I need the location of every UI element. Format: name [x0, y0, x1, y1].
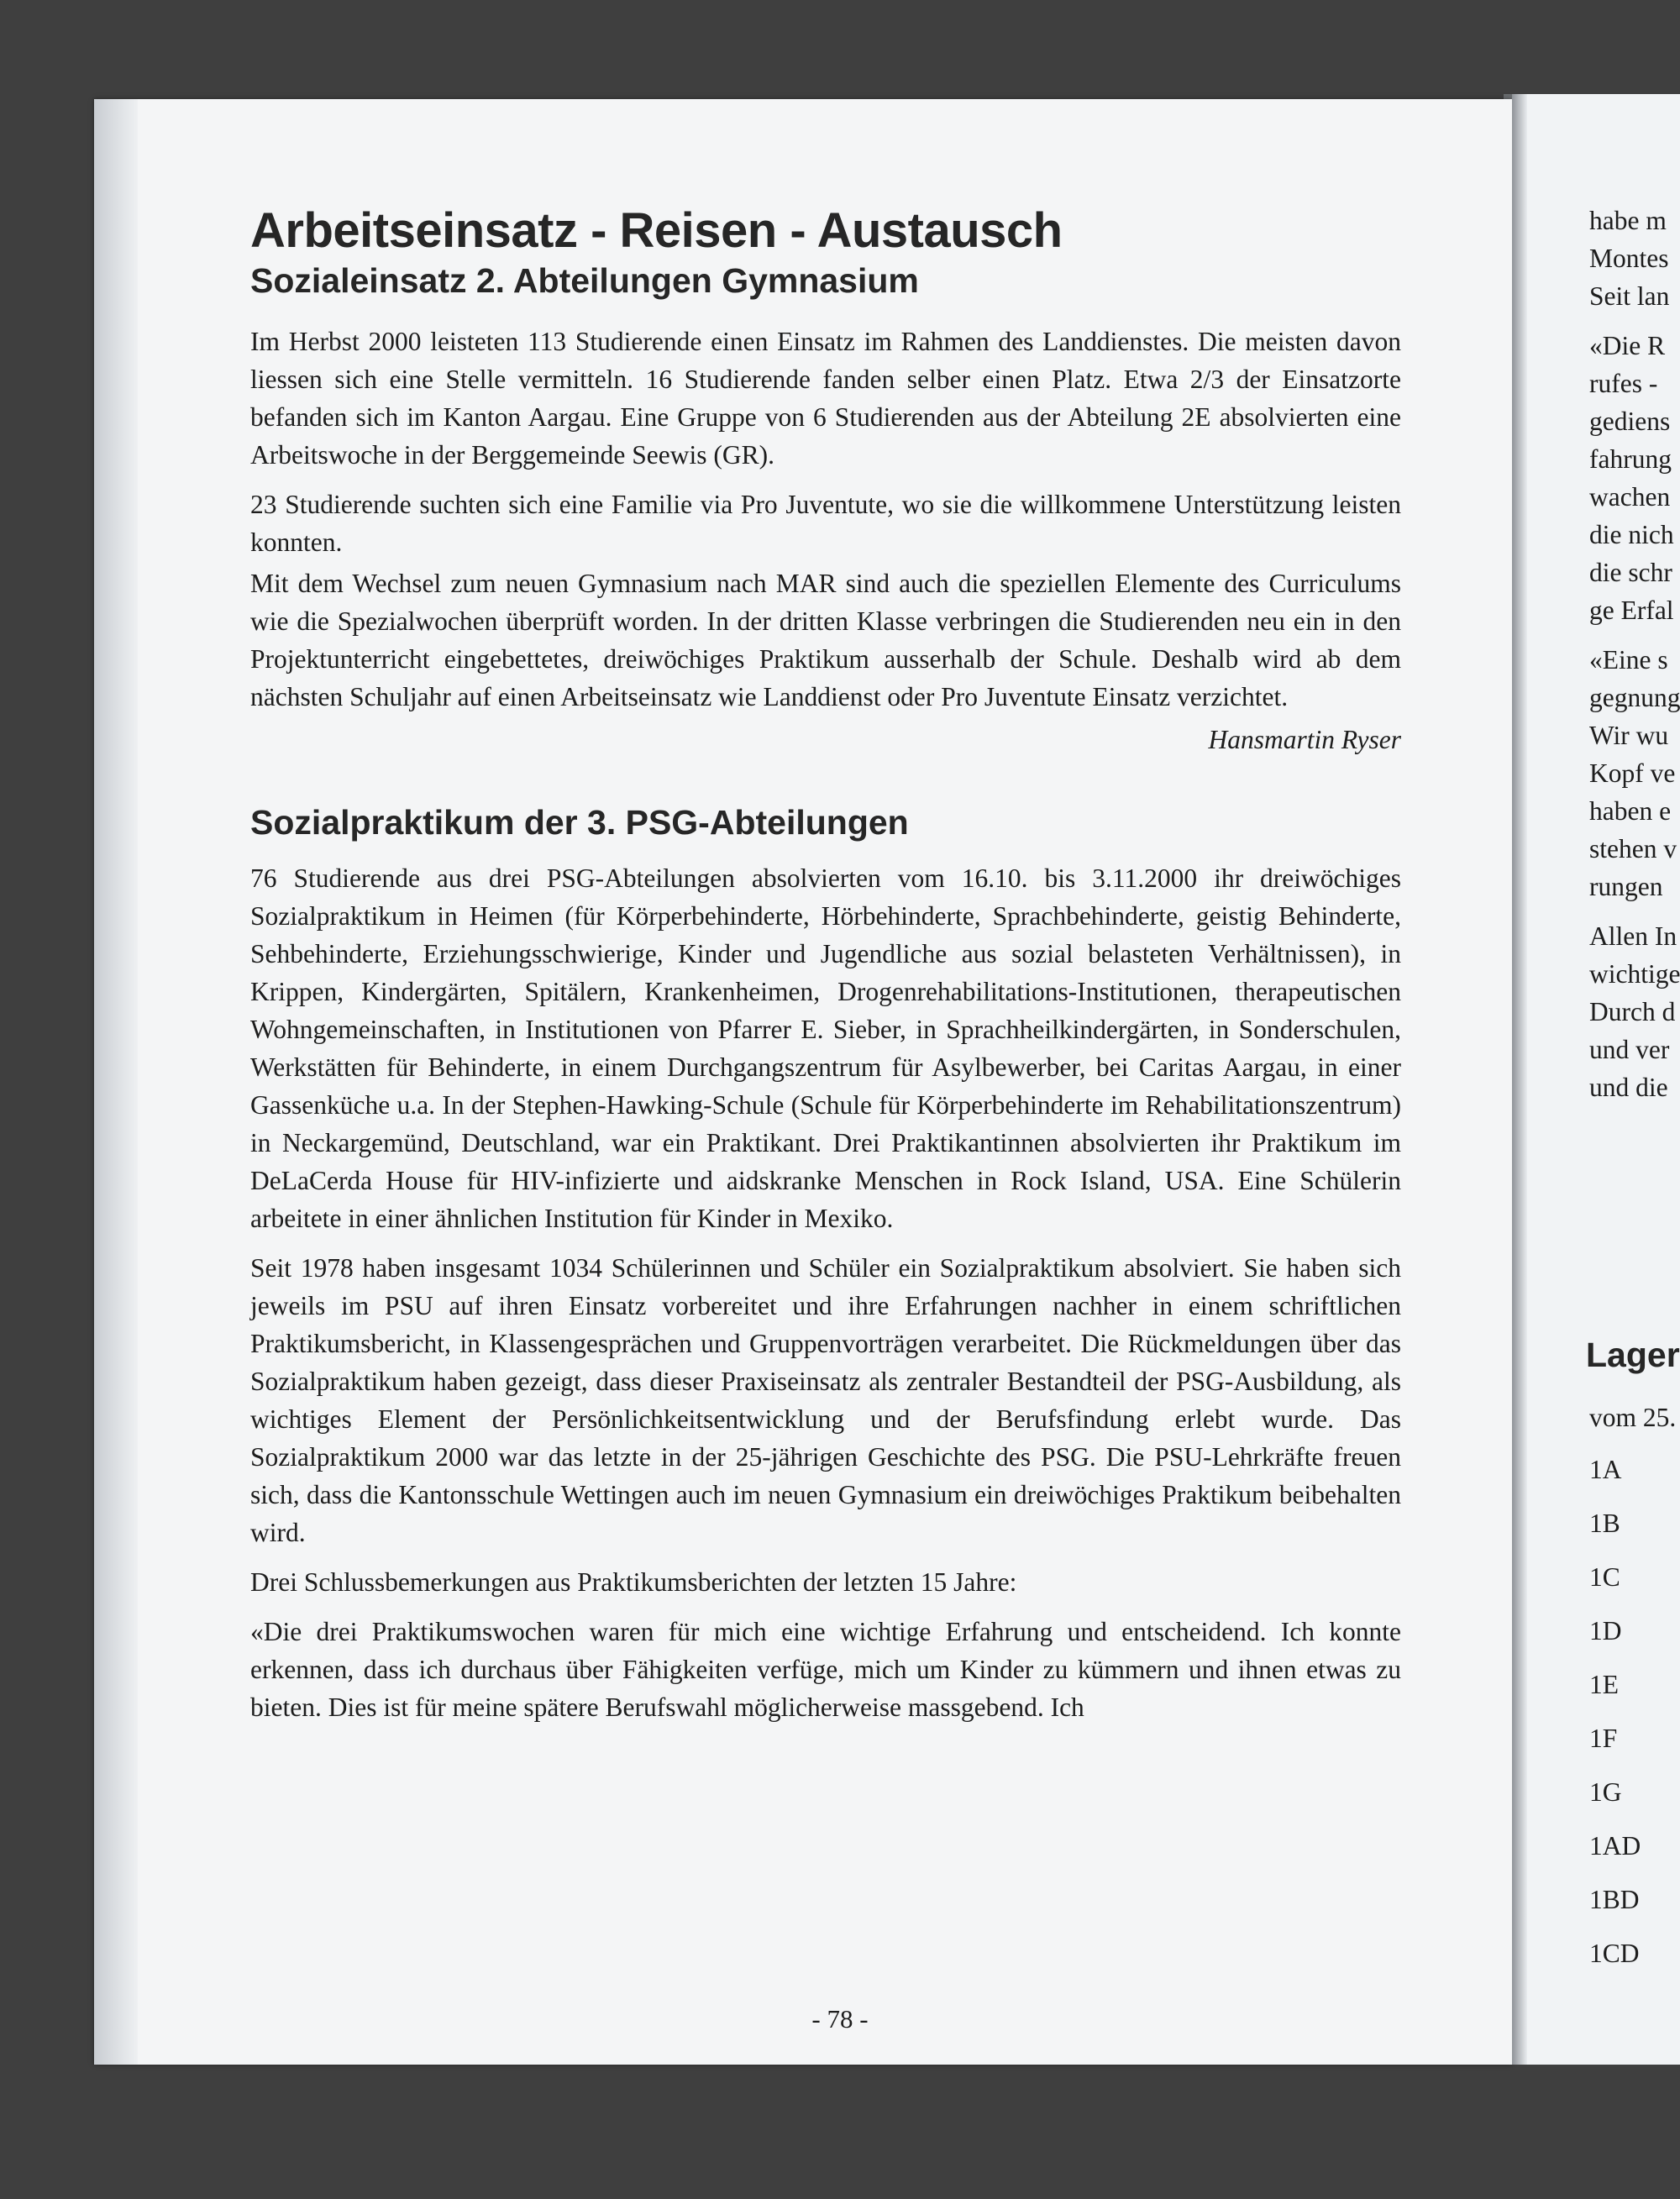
text-line: die schr: [1589, 558, 1672, 587]
section-heading-lager: Lager: [1586, 1336, 1680, 1374]
paragraph: 23 Studierende suchten sich eine Familie via Pro Juventute, wo sie die willkommene Unterstützung leisten konnten.: [250, 490, 1401, 557]
list-item: 1BD: [1589, 1885, 1640, 1914]
list-item: 1A: [1589, 1455, 1622, 1484]
paragraph: 76 Studierende aus drei PSG-Abteilungen absolvierten vom 16.10. bis 3.11.2000 ihr dreiwöchiges Sozialpraktikum in Heimen (für Körperbehinderte, Hörbehinderte, Sprachbehinderte, geistig Behinderte, Sehbehinderte, Erziehungsschwierige, Kinder und Jugendliche aus sozial belasteten Verhältnissen), in Krippen, Kindergärten, Spitälern, Krankenheimen, Drogenrehabilitations-Institutionen, therapeutischen Wohngemeinschaften, in Institutionen von Pfarrer E. Sieber, in Sprachheilkindergärten, in Sonderschulen, Werkstätten für Behinderte, in einem Durchgangszentrum für Asylbewerber, bei Caritas Aargau, in einer Gassenküche u.a. In der Stephen-Hawking-Schule (Schule für Körperbehinderte im Rehabilitationszentrum) in Neckargemünd, Deutschland, war ein Praktikant. Drei Praktikantinnen absolvierten ihr Praktikum im DeLaCerda House für HIV-infizierte und aidskranke Menschen in Rock Island, USA. Eine Schülerin arbeitete in einer ähnlichen Institution für Kinder in Mexiko.: [250, 863, 1401, 1233]
paragraph: Mit dem Wechsel zum neuen Gymnasium nach MAR sind auch die speziellen Elemente des Curriculums wie die Spezialwochen überprüft worden. In der dritten Klasse verbringen die Studierenden neu ein in den Projektunterricht eingebettetes, dreiwöchiges Praktikum ausserhalb der Schule. Deshalb wird ab dem nächsten Schuljahr auf einen Arbeitseinsatz wie Landdienst oder Pro Juventute Einsatz verzichtet.: [250, 569, 1401, 711]
list-item: 1CD: [1589, 1939, 1640, 1968]
text-line: stehen v: [1589, 834, 1677, 863]
text-line: Wir wu: [1589, 721, 1669, 750]
list-item: 1B: [1589, 1509, 1620, 1538]
list-item: 1C: [1589, 1562, 1620, 1592]
paragraph: Drei Schlussbemerkungen aus Praktikumsberichten der letzten 15 Jahre:: [250, 1567, 1017, 1597]
text-line: «Die R: [1589, 331, 1666, 360]
text-line: «Eine s: [1589, 645, 1668, 674]
text-line: wachen: [1589, 482, 1671, 512]
section-heading-sozialeinsatz: Sozialeinsatz 2. Abteilungen Gymnasium: [250, 261, 919, 300]
text-line: und die: [1589, 1073, 1668, 1102]
paragraph: Seit 1978 haben insgesamt 1034 Schülerinnen und Schüler ein Sozialpraktikum absolviert. Sie haben sich jeweils im PSU auf ihren Einsatz vorbereitet und ihre Erfahrungen nachher in einem schriftlichen Praktikumsbericht, in Klassengesprächen und Gruppenvorträgen verarbeitet. Die Rückmeldungen über das Sozialpraktikum haben gezeigt, dass dieser Praxiseinsatz als zentraler Bestandteil der PSG-Ausbildung, als wichtiges Element der Persönlichkeitsentwicklung und der Berufsfindung erlebt wurde. Das Sozialpraktikum 2000 war das letzte in der 25-jährigen Geschichte des PSG. Die PSU-Lehrkräfte freuen sich, dass die Kantonsschule Wettingen auch im neuen Gymnasium ein dreiwöchiges Praktikum beibehalten wird.: [250, 1253, 1401, 1547]
text-line: wichtige: [1589, 959, 1680, 989]
section-heading-sozialpraktikum: Sozialpraktikum der 3. PSG-Abteilungen: [250, 803, 909, 842]
page-title: Arbeitseinsatz - Reisen - Austausch: [250, 203, 1063, 258]
text-line: habe m: [1589, 206, 1667, 235]
text-line: Seit lan: [1589, 281, 1670, 311]
text-line: rungen: [1589, 872, 1663, 901]
list-item: 1F: [1589, 1724, 1618, 1753]
page-number: - 78 -: [811, 2004, 869, 2034]
text-line: Allen In: [1589, 921, 1677, 951]
text-line: gegnung: [1589, 683, 1680, 712]
list-item: 1D: [1589, 1616, 1622, 1645]
text-line: und ver: [1589, 1035, 1670, 1064]
list-intro: vom 25.: [1589, 1403, 1677, 1432]
list-item: 1G: [1589, 1777, 1622, 1807]
text-line: Kopf ve: [1589, 758, 1676, 788]
list-item: 1E: [1589, 1670, 1619, 1699]
text-line: die nich: [1589, 520, 1674, 549]
text-line: fahrung: [1589, 444, 1672, 474]
paragraph: Im Herbst 2000 leisteten 113 Studierende einen Einsatz im Rahmen des Landdienstes. Die meisten davon liessen sich eine Stelle vermitteln. 16 Studierende fanden selber einen Platz. Etwa 2/3 der Einsatzorte befanden sich im Kanton Aargau. Eine Gruppe von 6 Studierenden aus der Abteilung 2E absolvierten eine Arbeitswoche in der Berggemeinde Seewis (GR).: [250, 327, 1401, 470]
list-item: 1AD: [1589, 1831, 1641, 1860]
left-page-content: [250, 202, 1401, 1726]
author-signature: Hansmartin Ryser: [1208, 725, 1401, 754]
text-line: rufes -: [1589, 369, 1658, 398]
text-line: gediens: [1589, 407, 1671, 436]
class-list: [1589, 1399, 1676, 1981]
text-line: Montes: [1589, 244, 1669, 273]
right-page-text: [1589, 202, 1680, 1106]
text-line: Durch d: [1589, 997, 1676, 1026]
text-line: ge Erfal: [1589, 596, 1674, 625]
text-line: haben e: [1589, 796, 1672, 826]
paragraph-quote: «Die drei Praktikumswochen waren für mich eine wichtige Erfahrung und entscheidend. Ich konnte erkennen, dass ich durchaus über Fähigkeiten verfüge, mich um Kinder zu kümmern und ihnen etwas zu bieten. Dies ist für meine spätere Berufswahl möglicherweise massgebend. Ich: [250, 1617, 1401, 1722]
